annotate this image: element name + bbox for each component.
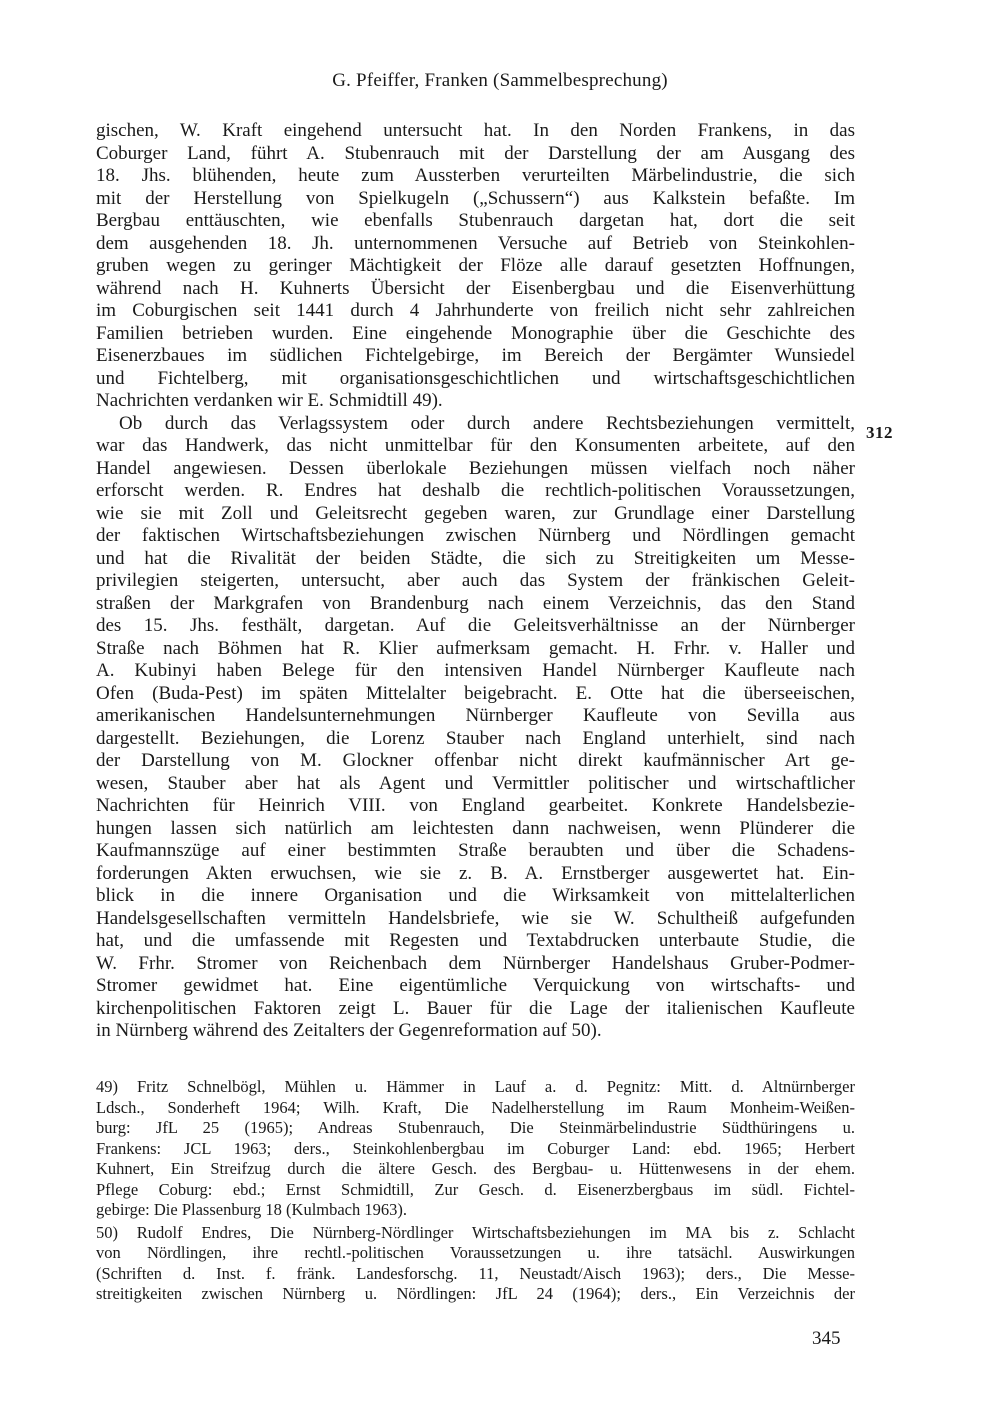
footnote-line: von Nördlingen, ihre rechtl.-politischen Voraussetzungen u. ihre tatsächl. Auswirkungen (96, 1243, 855, 1262)
footnote-line: Pflege Coburg: ebd.; Ernst Schmidtill, Zur Gesch. d. Eisenerzbergbaus im südl. Fichtel- (96, 1179, 855, 1199)
running-header: G. Pfeiffer, Franken (Sammelbesprechung) (332, 70, 668, 91)
text-line: Coburger Land, führt A. Stubenrauch mit der Darstellung der am Ausgang des (96, 142, 855, 164)
text-line: Nachrichten für Heinrich VIII. von England gearbeitet. Konkrete Handelsbezie- (96, 795, 855, 816)
text-line: Ob durch das Verlagssystem oder durch andere Rechtsbeziehungen vermittelt, (119, 412, 855, 434)
text-line: Kaufmannszüge auf einer bestimmten Straße beraubten und über die Schadens- (96, 840, 855, 861)
text-line: und hat die Rivalität der beiden Städte, die sich zu Streitigkeiten um Messe- (96, 547, 855, 569)
text-line: Familien betrieben wurden. Eine eingehende Monographie über die Geschichte des (96, 322, 855, 344)
footnote-line: 49) Fritz Schnelbögl, Mühlen u. Hämmer in Lauf a. d. Pegnitz: Mitt. d. Altnürnberger (96, 1077, 855, 1096)
footnote-line: Kuhnert, Ein Streifzug durch die ältere Gesch. des Bergbau- u. Hüttenwesens in der ehem. (96, 1159, 855, 1178)
footnote-50 (96, 1223, 855, 1305)
footnote-line: Frankens: JCL 1963; ders., Steinkohlenbergbau im Coburger Land: ebd. 1965; Herbert (96, 1138, 855, 1158)
text-line: in Nürnberg während des Zeitalters der Gegenreformation auf 50). (96, 1020, 602, 1041)
text-line: 18. Jhs. blühenden, heute zum Aussterben verurteilten Märbelindustrie, die sich (96, 165, 855, 186)
text-line: mit der Herstellung von Spielkugeln („Schussern“) aus Kalkstein befaßte. Im (96, 187, 855, 209)
text-line: Stromer gewidmet hat. Eine eigentümliche Verquickung von wirtschafts- und (96, 975, 855, 996)
text-line: gischen, W. Kraft eingehend untersucht hat. In den Norden Frankens, in das (96, 120, 855, 141)
text-line: amerikanischen Handelsunternehmungen Nürnberger Kaufleute von Sevilla aus (96, 705, 855, 726)
text-line: des 15. Jhs. festhält, dargetan. Auf die Geleitsverhältnisse an der Nürnberger (96, 615, 855, 636)
main-text (96, 120, 855, 1043)
text-line: W. Frhr. Stromer von Reichenbach dem Nürnberger Handelshaus Gruber-Podmer- (96, 952, 855, 974)
text-line: wie sie mit Zoll und Geleitsrecht gegeben waren, zur Grundlage einer Darstellung (96, 502, 855, 524)
text-line: Ofen (Buda-Pest) im späten Mittelalter beigebracht. E. Otte hat die überseeischen, (96, 682, 855, 704)
text-line: gruben wegen zu geringer Mächtigkeit der Flöze alle darauf gesetzten Hoffnungen, (96, 255, 855, 276)
footnote-49 (96, 1077, 855, 1221)
page-number: 345 (812, 1328, 841, 1349)
text-line: Bergbau enttäuschten, wie ebenfalls Stubenrauch dargetan hat, dort die seit (96, 210, 855, 231)
text-line: während nach H. Kuhnerts Übersicht der Eisenbergbau und die Eisenverhüttung (96, 277, 855, 299)
footnote-line: gebirge: Die Plassenburg 18 (Kulmbach 1963). (96, 1200, 408, 1219)
footnote-line: 50) Rudolf Endres, Die Nürnberg-Nördlinger Wirtschaftsbeziehungen im MA bis z. Schlacht (96, 1222, 855, 1242)
text-line: A. Kubinyi haben Belege für den intensiven Handel Nürnberger Kaufleute nach (96, 660, 855, 681)
text-line: erforscht werden. R. Endres hat deshalb die rechtlich-politischen Voraussetzungen, (96, 480, 855, 501)
footnote-line: (Schriften d. Inst. f. fränk. Landesforschg. 11, Neustadt/Aisch 1963); ders., Die Messe- (96, 1263, 855, 1283)
text-line: wesen, Stauber aber hat als Agent und Vermittler politischer und wirtschaftlicher (96, 772, 855, 794)
text-line: privilegien steigerten, untersucht, aber auch das System der fränkischen Geleit- (96, 570, 855, 591)
footnote-line: Ldsch., Sonderheft 1964; Wilh. Kraft, Die Nadelherstellung im Raum Monheim-Weißen- (96, 1097, 855, 1117)
text-line: dem ausgehenden 18. Jh. unternommenen Versuche auf Betrieb von Steinkohlen- (96, 232, 855, 254)
footnote-line: burg: JfL 25 (1965); Andreas Stubenrauch, Die Steinmärbelindustrie Südthüringens u. (96, 1118, 855, 1137)
text-line: der Darstellung von M. Glockner offenbar nicht direkt kaufmännischer Art ge- (96, 750, 855, 771)
text-line: Handel angewiesen. Dessen überlokale Beziehungen müssen vielfach noch näher (96, 457, 855, 479)
text-line: Nachrichten verdanken wir E. Schmidtill 49). (96, 390, 443, 411)
text-line: der faktischen Wirtschaftsbeziehungen zwischen Nürnberg und Nördlingen gemacht (96, 525, 855, 546)
text-line: und Fichtelberg, mit organisationsgeschichtlichen und wirtschaftsgeschichtlichen (96, 367, 855, 389)
text-line: dargestellt. Beziehungen, die Lorenz Stauber nach England unterhielt, sind nach (96, 727, 855, 749)
text-line: forderungen Akten erwuchsen, wie sie z. B. A. Ernstberger ausgewertet hat. Ein- (96, 862, 855, 884)
paragraph-1 (96, 120, 855, 413)
text-line: war das Handwerk, das nicht unmittelbar für den Konsumenten arbeitete, auf den (96, 435, 855, 456)
text-line: Eisenerzbaues im südlichen Fichtelgebirge, im Bereich der Bergämter Wunsiedel (96, 345, 855, 366)
footnotes (96, 1077, 855, 1307)
footnote-line: streitigkeiten zwischen Nürnberg u. Nördlingen: JfL 24 (1964); ders., Ein Verzeichnis der (96, 1284, 855, 1303)
text-line: hungen lassen sich natürlich am leichtesten dann nachweisen, wenn Plünderer die (96, 817, 855, 839)
margin-page-reference: 312 (866, 423, 893, 442)
text-line: hat, und die umfassende mit Regesten und Textabdrucken unterbaute Studie, die (96, 930, 855, 951)
text-line: Straße nach Böhmen hat R. Klier aufmerksam gemacht. H. Frhr. v. Haller und (96, 637, 855, 659)
text-line: im Coburgischen seit 1441 durch 4 Jahrhunderte von freilich nicht sehr zahlreichen (96, 300, 855, 321)
text-line: Handelsgesellschaften vermitteln Handelsbriefe, wie sie W. Schultheiß aufgefunden (96, 907, 855, 929)
text-line: straßen der Markgrafen von Brandenburg nach einem Verzeichnis, das den Stand (96, 592, 855, 614)
paragraph-2 (96, 413, 855, 1043)
text-line: blick in die innere Organisation und die Wirksamkeit von mittelalterlichen (96, 885, 855, 906)
text-line: kirchenpolitischen Faktoren zeigt L. Bauer für die Lage der italienischen Kaufleute (96, 997, 855, 1019)
